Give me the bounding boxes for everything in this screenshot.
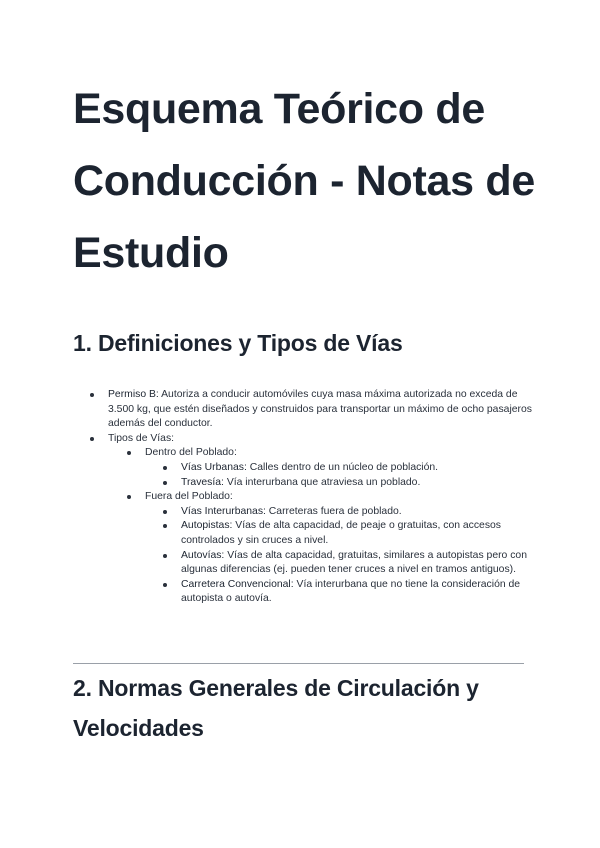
section-1-list (73, 388, 533, 607)
bullet-icon (163, 466, 167, 470)
bullet-icon (163, 554, 167, 558)
term-label: Vías Urbanas: (181, 461, 247, 473)
item-label: Fuera del Poblado: (145, 491, 233, 503)
page-title: Esquema Teórico de Conducción - Notas de Estudio (73, 85, 535, 277)
item-label: Dentro del Poblado: (145, 447, 237, 459)
bullet-icon (163, 481, 167, 485)
section-1-heading: 1. Definiciones y Tipos de Vías (73, 330, 403, 356)
list-item-tipos-de-vias (73, 432, 533, 607)
list-item-vias-interurbanas (145, 505, 533, 520)
item-text: Vía interurbana que no tiene la consideración de autopista o autovía. (181, 578, 521, 605)
section-divider (73, 663, 524, 664)
item-text: Calles dentro de un núcleo de población. (246, 461, 439, 473)
term-label: Permiso B: (108, 389, 159, 400)
item-text: Carreteras fuera de poblado. (265, 505, 402, 517)
item-label: Tipos de Vías: (108, 432, 175, 444)
term-label: Autovías: (181, 549, 225, 561)
bullet-icon (127, 451, 131, 455)
bullet-icon (163, 524, 167, 528)
item-text: Vías de alta capacidad, de peaje o gratuitas, con accesos controlados y sin cruces a nivel. (181, 520, 502, 546)
list-item-autopistas (145, 519, 533, 548)
list-item-travesia (145, 476, 533, 491)
term-label: Travesía: (181, 476, 224, 488)
item-text: Autoriza a conducir automóviles cuya masa máxima autorizada no exceda de 3.500 kg, que estén diseñados y construidos para transportar un máximo de ocho pasajeros además del conductor. (108, 389, 532, 430)
item-text: Vía interurbana que atraviesa un poblado. (223, 476, 421, 488)
term-label: Carretera Convencional: (181, 578, 294, 590)
bullet-icon (90, 393, 94, 397)
list-item-carretera-convencional (145, 578, 533, 607)
section-2-heading: 2. Normas Generales de Circulación y Velocidades (73, 675, 479, 741)
bullet-icon (163, 510, 167, 514)
bullet-icon (90, 437, 94, 441)
list-item-fuera-del-poblado (108, 490, 533, 607)
term-label: Vías Interurbanas: (181, 505, 266, 517)
list-item-dentro-del-poblado (108, 446, 533, 490)
list-item-autovias (145, 549, 533, 578)
item-text: Vías de alta capacidad, gratuitas, similares a autopistas pero con algunas diferencias (ej. pueden tener cruces a nivel en tramos antiguos). (181, 549, 527, 576)
bullet-icon (163, 583, 167, 587)
bullet-icon (127, 495, 131, 499)
list-item-vias-urbanas (145, 461, 533, 476)
list-item-permiso-b (73, 388, 533, 432)
term-label: Autopistas: (181, 520, 233, 532)
